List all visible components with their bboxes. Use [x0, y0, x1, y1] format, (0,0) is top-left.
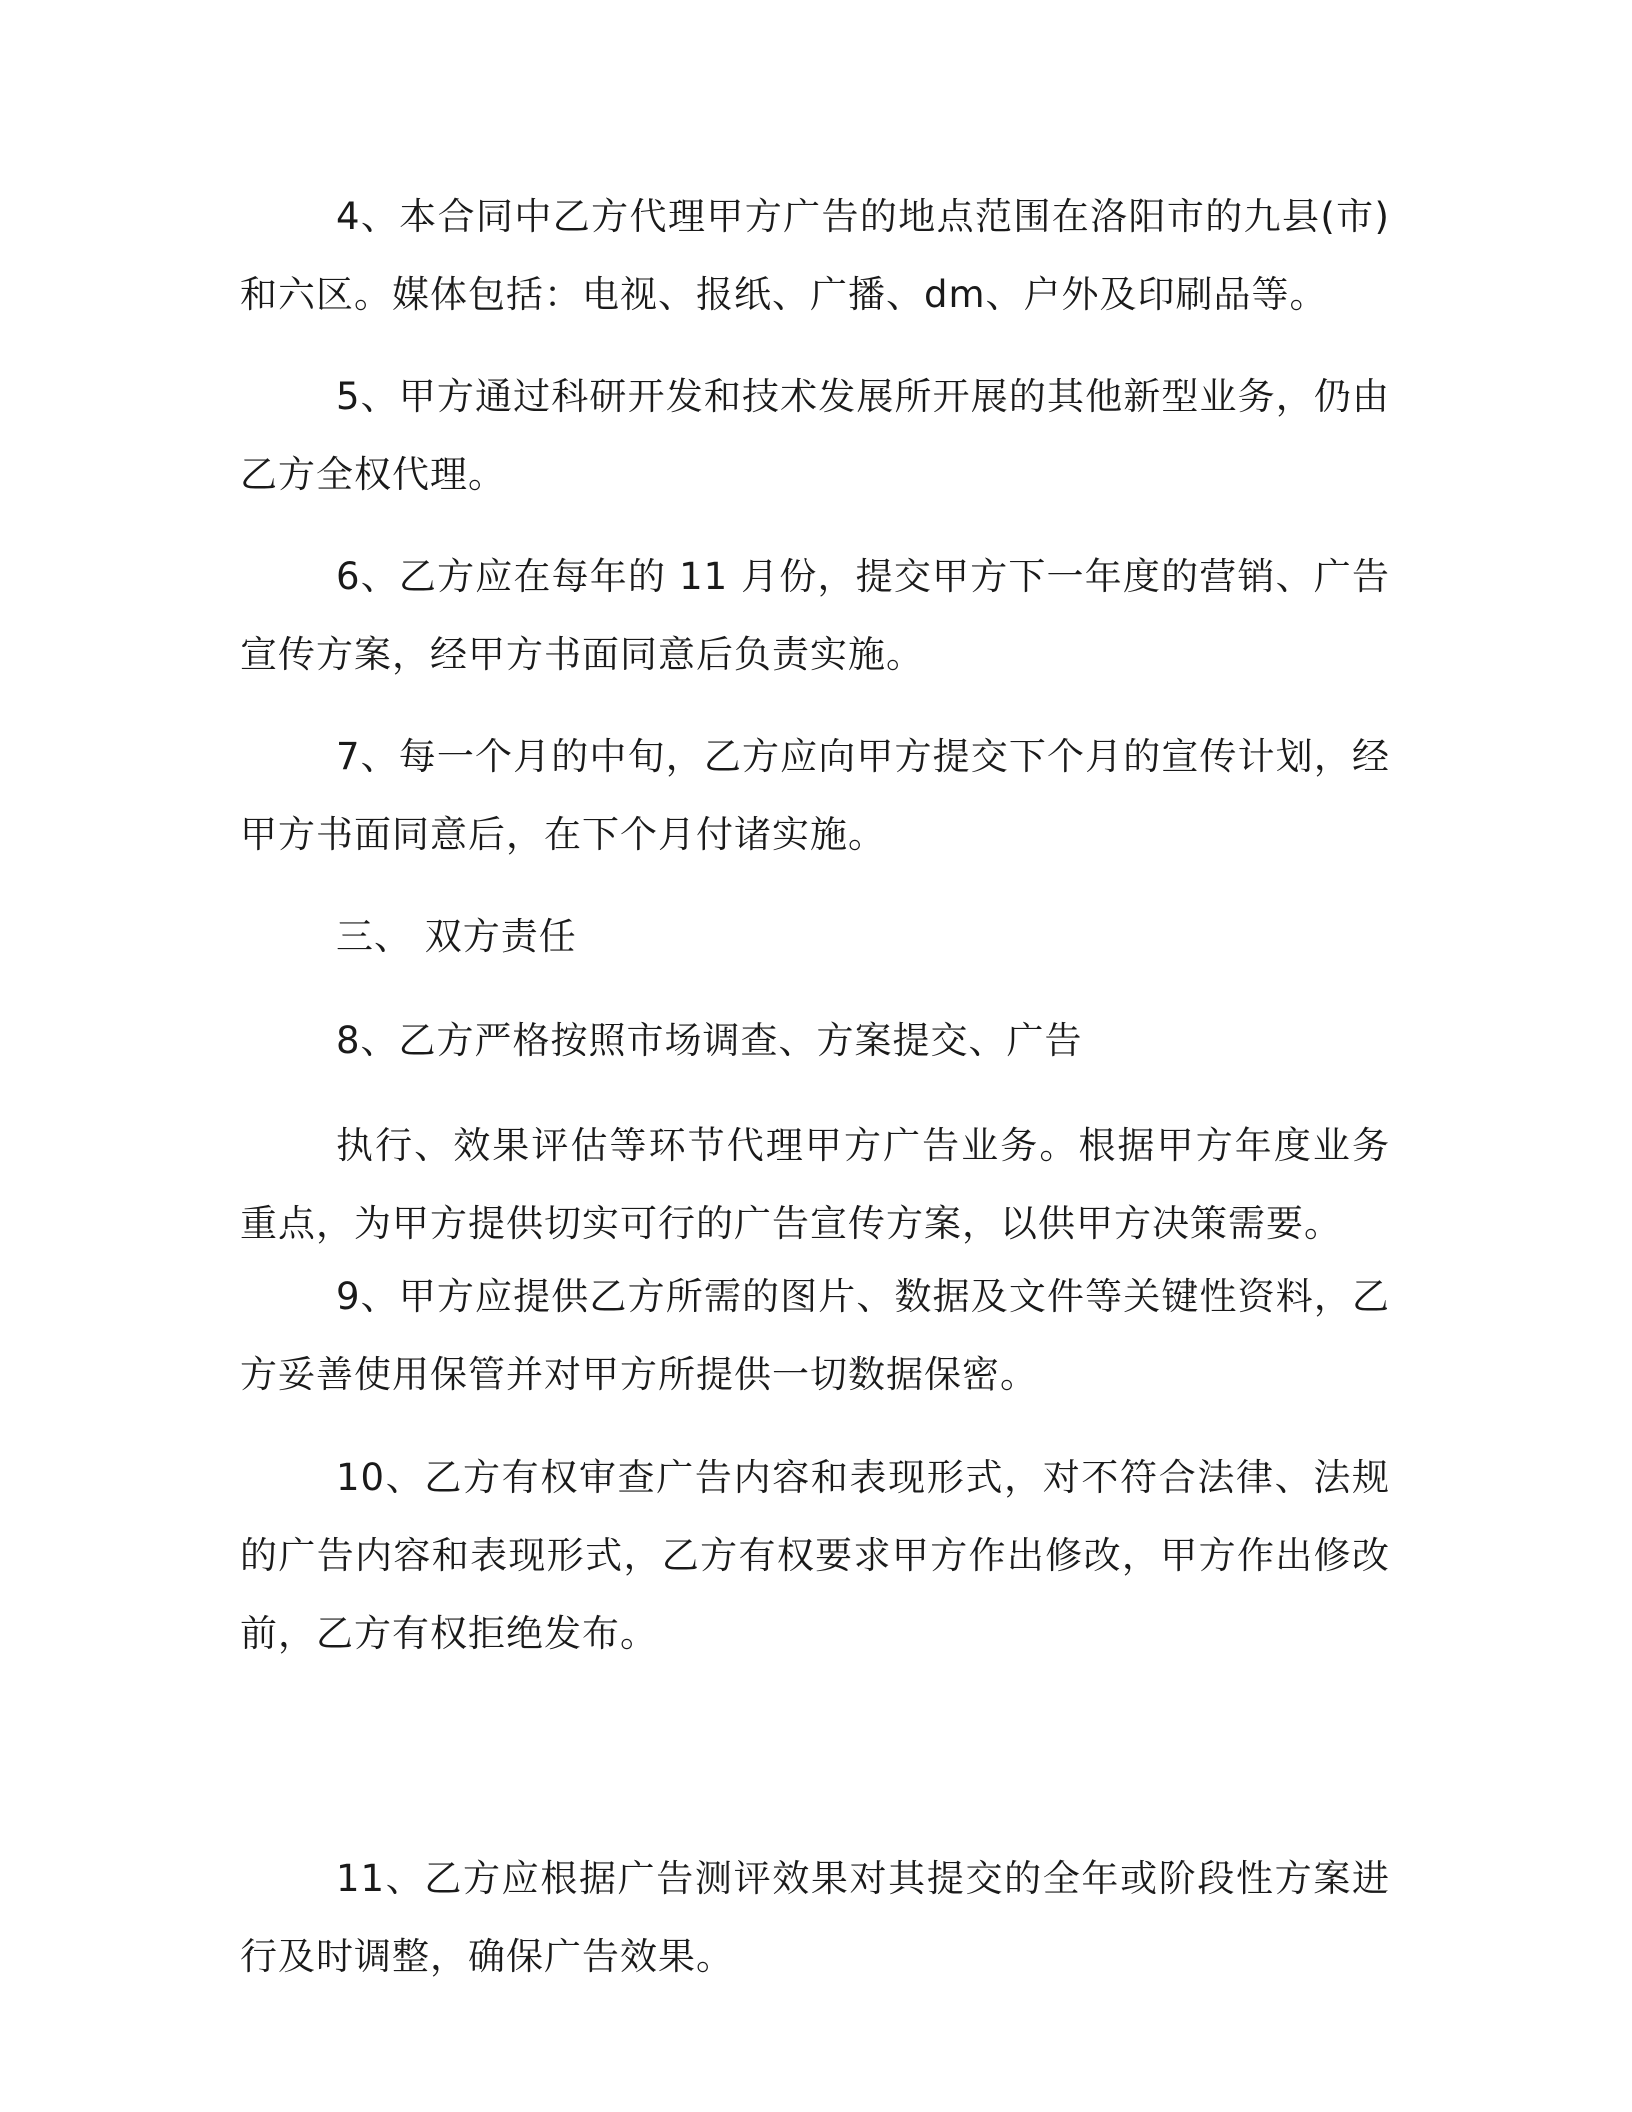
clause-6-paragraph: 6、乙方应在每年的 11 月份，提交甲方下一年度的营销、广告宣传方案，经甲方书面同意后负责实施。 [240, 555, 1390, 676]
clause-7-paragraph: 7、每一个月的中旬，乙方应向甲方提交下个月的宣传计划，经甲方书面同意后，在下个月付诸实施。 [240, 735, 1390, 856]
clause-8-continuation: 执行、效果评估等环节代理甲方广告业务。根据甲方年度业务重点，为甲方提供切实可行的广告宣传方案，以供甲方决策需要。 [240, 1124, 1390, 1245]
clause-9-paragraph: 9、甲方应提供乙方所需的图片、数据及文件等关键性资料，乙方妥善使用保管并对甲方所提供一切数据保密。 [240, 1275, 1390, 1396]
clause-4-paragraph: 4、本合同中乙方代理甲方广告的地点范围在洛阳市的九县(市)和六区。媒体包括：电视、报纸、广播、dm、户外及印刷品等。 [240, 195, 1390, 316]
clause-5-paragraph: 5、甲方通过科研开发和技术发展所开展的其他新型业务，仍由乙方全权代理。 [240, 375, 1390, 496]
section-heading: 三、 双方责任 [336, 915, 577, 958]
clause-10-paragraph: 10、乙方有权审查广告内容和表现形式，对不符合法律、法规的广告内容和表现形式，乙方有权要求甲方作出修改，甲方作出修改前，乙方有权拒绝发布。 [240, 1456, 1390, 1655]
clause-8-paragraph: 8、乙方严格按照市场调查、方案提交、广告 [336, 1019, 1083, 1062]
clause-11-paragraph: 11、乙方应根据广告测评效果对其提交的全年或阶段性方案进行及时调整，确保广告效果。 [240, 1857, 1390, 1978]
